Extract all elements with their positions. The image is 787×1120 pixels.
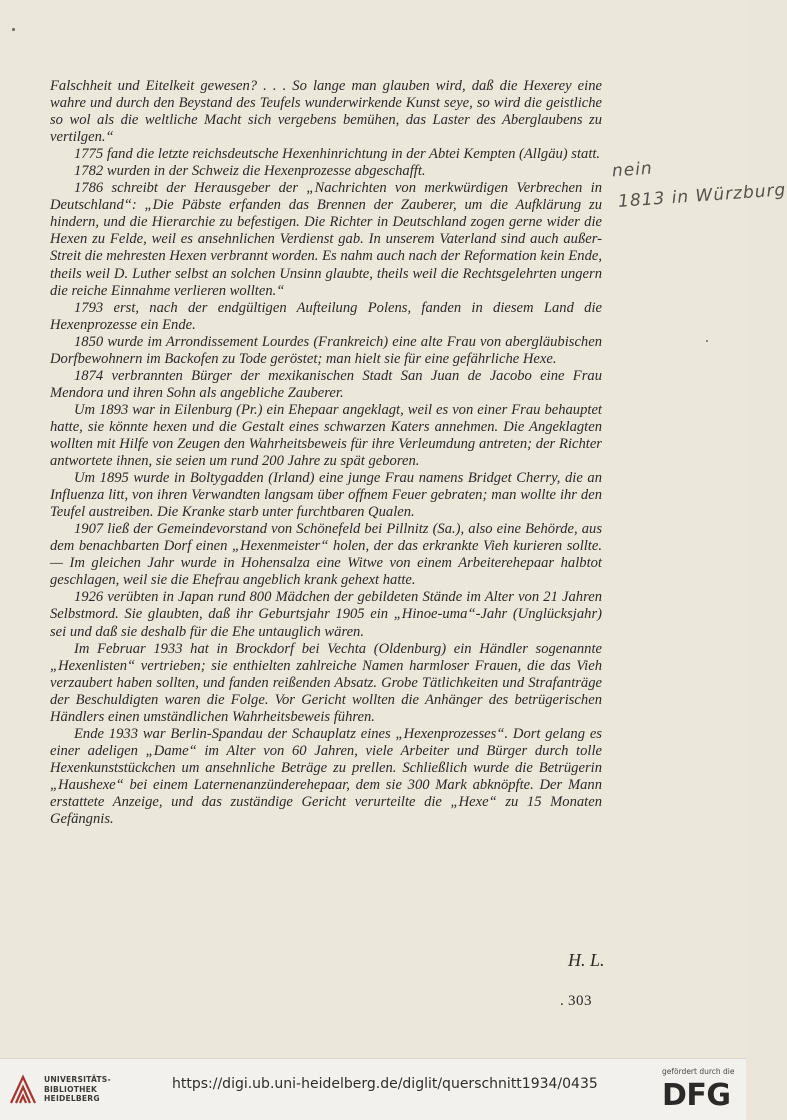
document-body: [50, 78, 602, 828]
paragraph: Falschheit und Eitelkeit gewesen? . . . So lange man glauben wird, daß die Hexerey eine wahre und durch den Beystand des Teufels wunderwirkende Kunst seye, so wird die geistliche so wol als die weltliche Macht sich vergebens bemühen, das Laster des Aberglaubens zu vertilgen.“: [50, 78, 602, 146]
paper-speck: [12, 28, 15, 31]
handwritten-note: nein: [611, 158, 654, 182]
page-number: 303: [568, 993, 592, 1009]
paragraph: 1926 verübten in Japan rund 800 Mädchen der gebildeten Stände im Alter von 21 Jahren Selbstmord. Sie glaubten, daß ihr Geburtsjahr 1905 ein „Hinoe-uma“-Jahr (Unglücksjahr) sei und daß sie deshalb für die Ehe untauglich wären.: [50, 589, 602, 640]
paragraph: 1793 erst, nach der endgültigen Aufteilung Polens, fanden in diesem Land die Hexenprozesse ein Ende.: [50, 299, 602, 333]
paragraph: Ende 1933 war Berlin-Spandau der Schauplatz eines „Hexenprozesses“. Dort gelang es einer adeligen „Dame“ im Alter von 60 Jahren, viele Arbeiter und Bürger durch tolle Hexenkunststückchen um ansehnliche Beträge zu prellen. Schließlich wurde die Betrügerin „Haushexe“ bei einem Laternenanzünderehepaar, dem sie 300 Mark abknöpfte. Der Mann erstattete Anzeige, und das zuständige Gericht verurteilte die „Hexe“ zu 15 Monaten Gefängnis.: [50, 725, 602, 828]
page-number-dot: .: [560, 993, 564, 1009]
paragraph: Um 1895 wurde in Boltygadden (Irland) eine junge Frau namens Bridget Cherry, die an Influenza litt, von ihren Verwandten langsam über offnem Feuer gebraten; man wollte ihr den Teufel austreiben. Die Kranke starb unter furchtbaren Qualen.: [50, 470, 602, 521]
paragraph: Im Februar 1933 hat in Brockdorf bei Vechta (Oldenburg) ein Händler sogenannte „Hexenlisten“ vertrieben; sie enthielten zahlreiche Namen harmloser Frauen, die das Vieh verzaubert haben sollten, und fanden reißenden Absatz. Grobe Tätlichkeiten und Strafanträge der Beschuldigten waren die Folge. Vor Gericht wollten die Anhänger des betrügerischen Händlers einen umständlichen Wahrheitsbeweis führen.: [50, 640, 602, 725]
viewer-footer: [0, 1058, 746, 1120]
paragraph: 1782 wurden in der Schweiz die Hexenprozesse abgeschafft.: [74, 163, 426, 180]
paper-speck: [706, 340, 708, 342]
library-name: UNIVERSITÄTS- BIBLIOTHEK HEIDELBERG: [44, 1075, 111, 1103]
permalink-url[interactable]: https://digi.ub.uni-heidelberg.de/diglit/querschnitt1934/0435: [172, 1076, 598, 1092]
library-logo-icon: [8, 1073, 38, 1107]
funding-label: gefördert durch die: [662, 1067, 735, 1076]
paragraph: 1786 schreibt der Herausgeber der „Nachrichten von merkwürdigen Verbrechen in Deutschland“: „Die Päbste erfanden das Brennen der Zauberer, um die Aufklärung zu hindern, und die Hierarchie zu befestigen. Die Richter in Deutschland zogen gerne wider die Hexen zu Felde, weil es ansehnlichen Verdienst gab. In unserem Vaterland sind auch außer-Streit die mehresten Hexen verbrannt worden. Es nahm auch nach der Reformation kein Ende, theils weil D. Luther selbst an solchen Unsinn glaubte, theils weil die Rechtsgelehrten ungern die reiche Einnahme verlieren wollten.“: [50, 180, 602, 299]
author-signature: H. L.: [568, 950, 605, 970]
paragraph: 1775 fand die letzte reichsdeutsche Hexenhinrichtung in der Abtei Kempten (Allgäu) statt.: [74, 146, 601, 163]
paragraph: 1874 verbrannten Bürger der mexikanischen Stadt San Juan de Jacobo eine Frau Mendora und ihren Sohn als angebliche Zauberer.: [50, 367, 602, 401]
handwritten-note: 1813 in Würzburg: [617, 180, 787, 212]
dfg-logo: DFG: [662, 1078, 731, 1113]
paragraph: 1907 ließ der Gemeindevorstand von Schönefeld bei Pillnitz (Sa.), also eine Behörde, aus dem benachbarten Dorf einen „Hexenmeister“ holen, der das erkrankte Vieh kurieren sollte. — Im gleichen Jahr wurde in Hohensalza eine Witwe von einem Arbeiterehepaar halbtot geschlagen, weil sie die Ehefrau angeblich krank gehext hatte.: [50, 521, 602, 589]
paragraph: 1850 wurde im Arrondissement Lourdes (Frankreich) eine alte Frau von abergläubischen Dorfbewohnern im Backofen zu Tode geröstet; man hielt sie für eine gefährliche Hexe.: [50, 333, 602, 367]
paragraph: Um 1893 war in Eilenburg (Pr.) ein Ehepaar angeklagt, weil es von einer Frau behauptet hatte, sie könnte hexen und die Gestalt eines schwarzen Katers annehmen. Die Angeklagten wollten mit Hilfe von Zeugen den Wahrheitsbeweis für ihre Verleumdung antreten; der Richter antwortete ihnen, sie seien um rund 200 Jahre zu spät geboren.: [50, 401, 602, 470]
